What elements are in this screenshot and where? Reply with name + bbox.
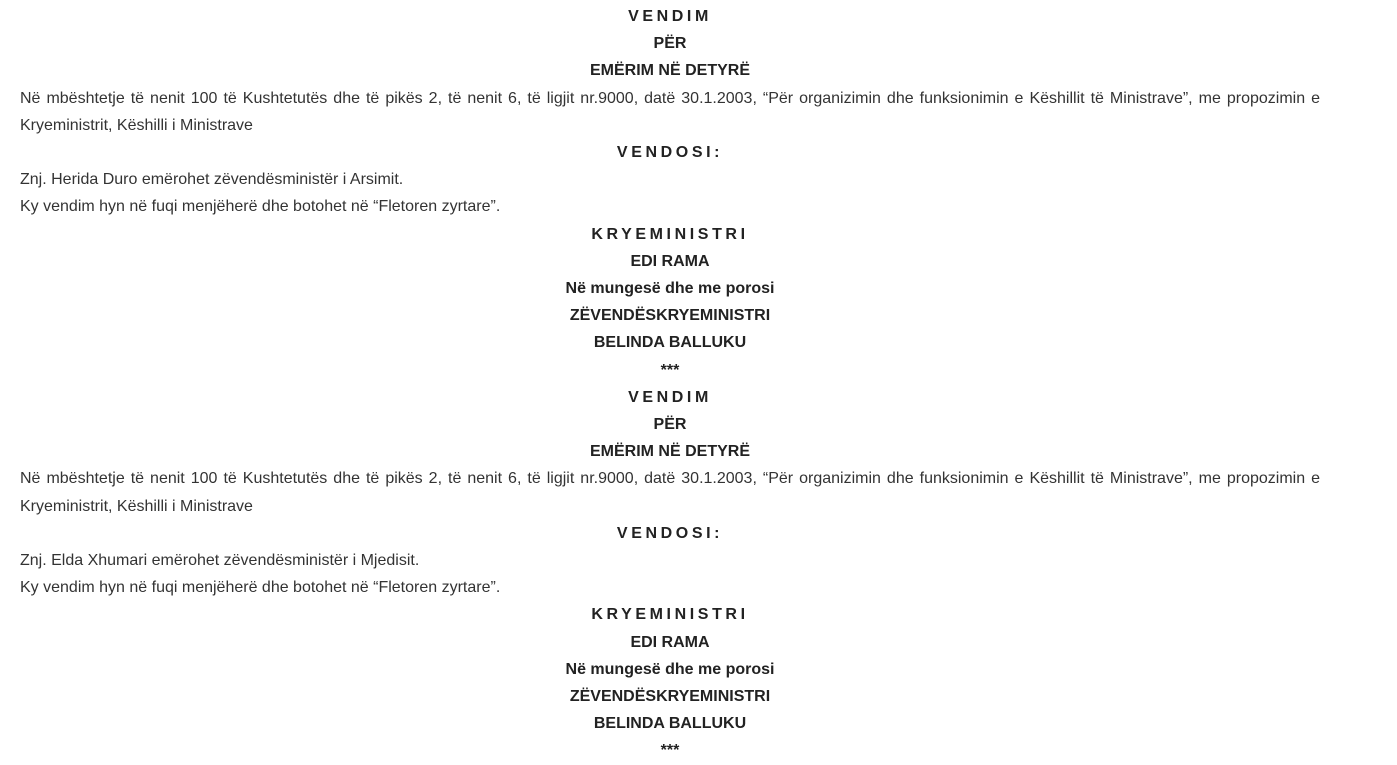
decision-effect: Ky vendim hyn në fuqi menjëherë dhe botohet në “Fletoren zyrtare”. [20,198,501,216]
pm-title: KRYEMINISTRI [591,606,749,624]
deputy-name: BELINDA BALLUKU [593,334,747,352]
decision-appointment: Znj. Elda Xhumari emërohet zëvendësministër i Mjedisit. [20,552,420,570]
decision-decides: VENDOSI: [616,144,724,162]
absence-note: Në mungesë dhe me porosi [565,280,775,298]
decision-appointment: Znj. Herida Duro emërohet zëvendësministër i Arsimit. [20,171,404,189]
decision-preamble: Në mbështetje të nenit 100 të Kushtetutës dhe të pikës 2, të nenit 6, të ligjit nr.9000, datë 30.1.2003, “Për organizimin dhe funksionimin e Këshillit të Ministrave”, me propozimin e Kryeministrit, Këshilli i Ministrave [20,89,1320,134]
deputy-title: ZËVENDËSKRYEMINISTRI [569,307,771,325]
decision-2 [20,384,1320,765]
decision-per: PËR [653,35,687,53]
decision-decides: VENDOSI: [616,524,724,542]
decision-subject: EMËRIM NË DETYRË [589,62,750,80]
separator: *** [660,742,680,760]
decision-effect: Ky vendim hyn në fuqi menjëherë dhe botohet në “Fletoren zyrtare”. [20,579,501,597]
separator: *** [660,361,680,379]
pm-name: EDI RAMA [630,252,710,270]
decision-subject: EMËRIM NË DETYRË [589,443,750,461]
decision-preamble: Në mbështetje të nenit 100 të Kushtetutës dhe të pikës 2, të nenit 6, të ligjit nr.9000, datë 30.1.2003, “Për organizimin dhe funksionimin e Këshillit të Ministrave”, me propozimin e Kryeministrit, Këshilli i Ministrave [20,470,1320,515]
pm-title: KRYEMINISTRI [591,225,749,243]
decision-1 [20,3,1320,384]
decision-title: VENDIM [628,8,712,25]
absence-note: Në mungesë dhe me porosi [565,660,775,678]
pm-name: EDI RAMA [630,633,710,651]
decision-title: VENDIM [628,388,712,406]
deputy-title: ZËVENDËSKRYEMINISTRI [569,688,771,706]
decision-per: PËR [653,416,687,434]
document-body [20,0,1320,765]
deputy-name: BELINDA BALLUKU [593,715,747,733]
